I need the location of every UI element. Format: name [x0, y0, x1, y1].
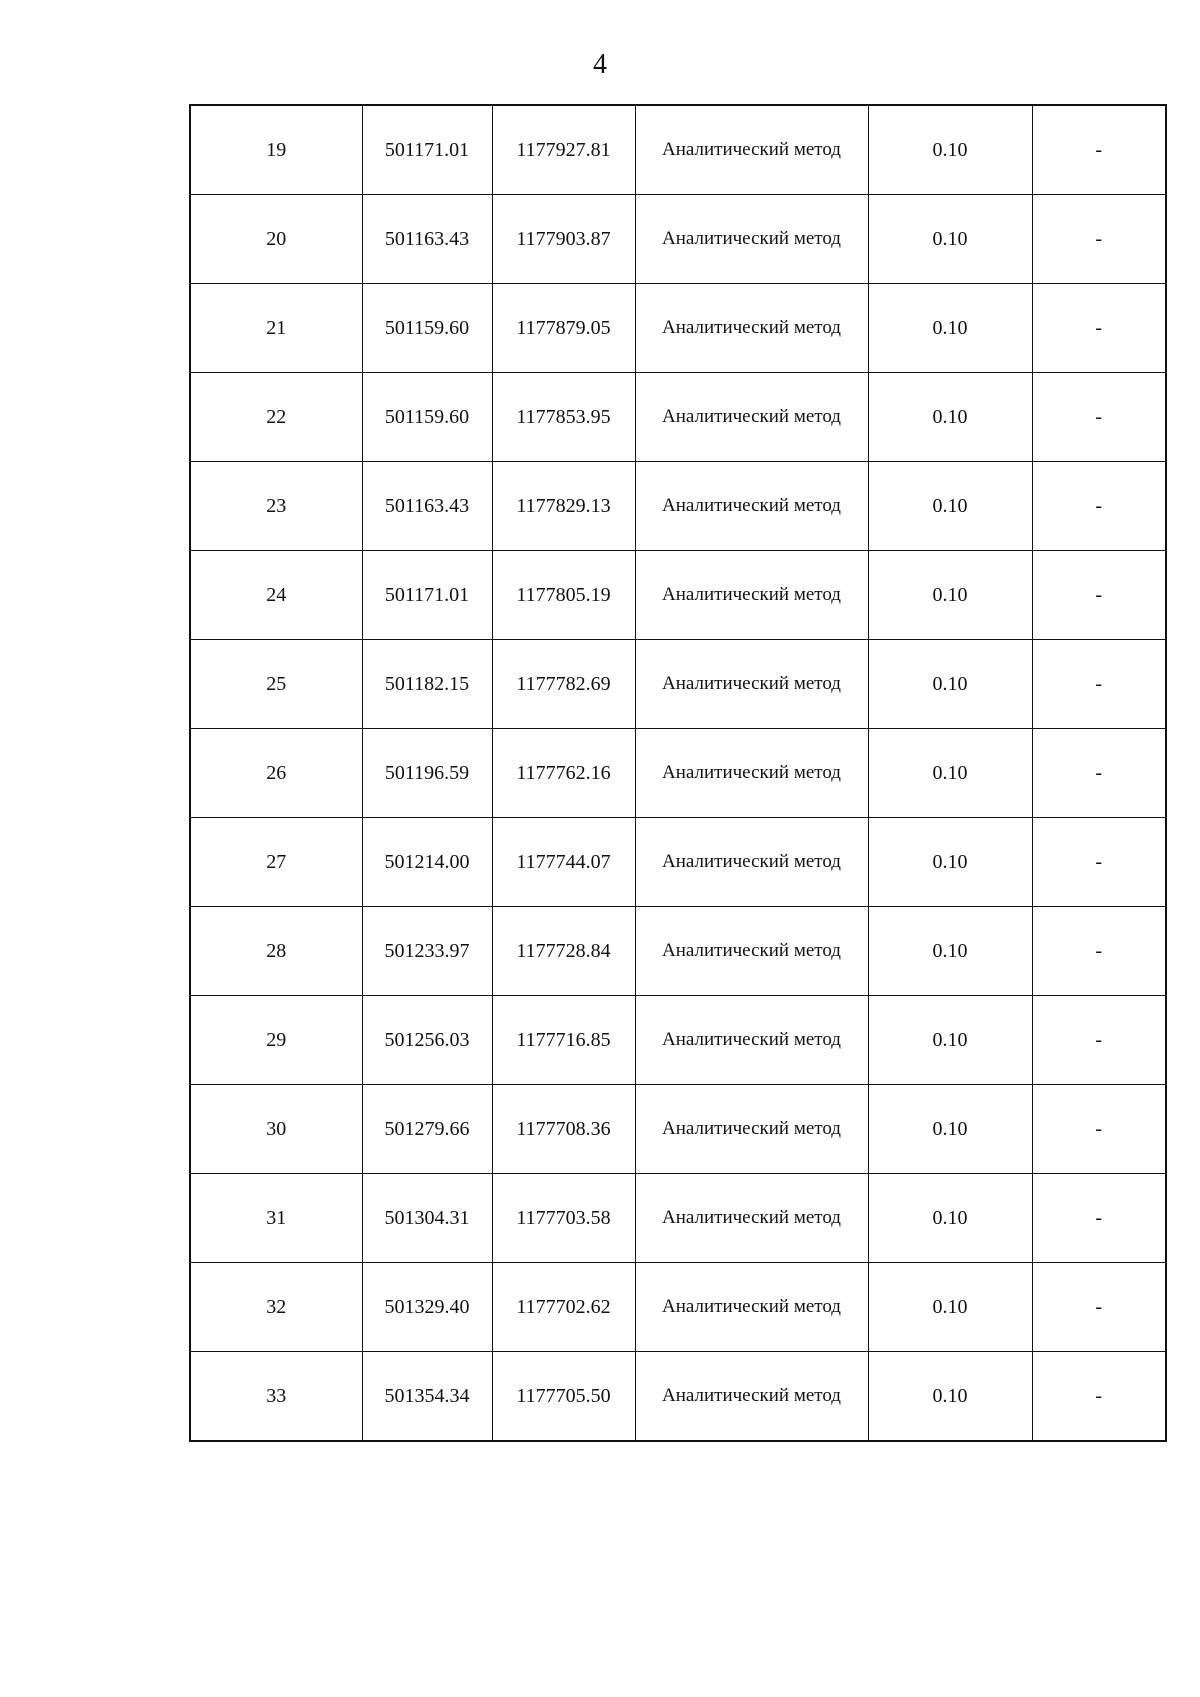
- precision-cell: 0.10: [868, 640, 1032, 729]
- x-coordinate-cell: 501163.43: [362, 462, 492, 551]
- note-cell: -: [1032, 195, 1166, 284]
- point-number-cell: 26: [190, 729, 362, 818]
- table-row: [190, 996, 1166, 1085]
- point-number-cell: 27: [190, 818, 362, 907]
- note-cell: -: [1032, 373, 1166, 462]
- table-row: [190, 284, 1166, 373]
- precision-cell: 0.10: [868, 996, 1032, 1085]
- point-number-cell: 31: [190, 1174, 362, 1263]
- precision-cell: 0.10: [868, 818, 1032, 907]
- point-number-cell: 19: [190, 105, 362, 195]
- method-cell: Аналитический метод: [635, 105, 868, 195]
- x-coordinate-cell: 501159.60: [362, 284, 492, 373]
- x-coordinate-cell: 501171.01: [362, 551, 492, 640]
- method-cell: Аналитический метод: [635, 1085, 868, 1174]
- note-cell: -: [1032, 105, 1166, 195]
- note-cell: -: [1032, 551, 1166, 640]
- note-cell: -: [1032, 907, 1166, 996]
- precision-cell: 0.10: [868, 195, 1032, 284]
- point-number-cell: 25: [190, 640, 362, 729]
- precision-cell: 0.10: [868, 284, 1032, 373]
- point-number-cell: 28: [190, 907, 362, 996]
- point-number-cell: 30: [190, 1085, 362, 1174]
- table-row: [190, 729, 1166, 818]
- method-cell: Аналитический метод: [635, 1263, 868, 1352]
- y-coordinate-cell: 1177703.58: [492, 1174, 635, 1263]
- method-cell: Аналитический метод: [635, 1352, 868, 1442]
- x-coordinate-cell: 501279.66: [362, 1085, 492, 1174]
- y-coordinate-cell: 1177708.36: [492, 1085, 635, 1174]
- precision-cell: 0.10: [868, 1352, 1032, 1442]
- note-cell: -: [1032, 1174, 1166, 1263]
- y-coordinate-cell: 1177805.19: [492, 551, 635, 640]
- x-coordinate-cell: 501182.15: [362, 640, 492, 729]
- table-body: [190, 105, 1166, 1441]
- y-coordinate-cell: 1177853.95: [492, 373, 635, 462]
- point-number-cell: 24: [190, 551, 362, 640]
- method-cell: Аналитический метод: [635, 1174, 868, 1263]
- y-coordinate-cell: 1177744.07: [492, 818, 635, 907]
- table-row: [190, 462, 1166, 551]
- x-coordinate-cell: 501256.03: [362, 996, 492, 1085]
- method-cell: Аналитический метод: [635, 640, 868, 729]
- table-row: [190, 551, 1166, 640]
- y-coordinate-cell: 1177716.85: [492, 996, 635, 1085]
- point-number-cell: 21: [190, 284, 362, 373]
- y-coordinate-cell: 1177829.13: [492, 462, 635, 551]
- y-coordinate-cell: 1177728.84: [492, 907, 635, 996]
- method-cell: Аналитический метод: [635, 462, 868, 551]
- table-row: [190, 907, 1166, 996]
- note-cell: -: [1032, 729, 1166, 818]
- note-cell: -: [1032, 1085, 1166, 1174]
- note-cell: -: [1032, 284, 1166, 373]
- note-cell: -: [1032, 1263, 1166, 1352]
- y-coordinate-cell: 1177762.16: [492, 729, 635, 818]
- y-coordinate-cell: 1177879.05: [492, 284, 635, 373]
- point-number-cell: 20: [190, 195, 362, 284]
- y-coordinate-cell: 1177782.69: [492, 640, 635, 729]
- precision-cell: 0.10: [868, 1085, 1032, 1174]
- note-cell: -: [1032, 1352, 1166, 1442]
- precision-cell: 0.10: [868, 373, 1032, 462]
- table-row: [190, 105, 1166, 195]
- precision-cell: 0.10: [868, 105, 1032, 195]
- precision-cell: 0.10: [868, 729, 1032, 818]
- x-coordinate-cell: 501163.43: [362, 195, 492, 284]
- x-coordinate-cell: 501159.60: [362, 373, 492, 462]
- method-cell: Аналитический метод: [635, 284, 868, 373]
- table-row: [190, 1174, 1166, 1263]
- table-row: [190, 373, 1166, 462]
- x-coordinate-cell: 501329.40: [362, 1263, 492, 1352]
- x-coordinate-cell: 501196.59: [362, 729, 492, 818]
- table-row: [190, 640, 1166, 729]
- point-number-cell: 22: [190, 373, 362, 462]
- x-coordinate-cell: 501233.97: [362, 907, 492, 996]
- precision-cell: 0.10: [868, 907, 1032, 996]
- coordinates-table: [189, 104, 1167, 1442]
- note-cell: -: [1032, 996, 1166, 1085]
- x-coordinate-cell: 501214.00: [362, 818, 492, 907]
- y-coordinate-cell: 1177702.62: [492, 1263, 635, 1352]
- y-coordinate-cell: 1177927.81: [492, 105, 635, 195]
- precision-cell: 0.10: [868, 462, 1032, 551]
- page-number: 4: [593, 49, 607, 80]
- x-coordinate-cell: 501171.01: [362, 105, 492, 195]
- method-cell: Аналитический метод: [635, 551, 868, 640]
- precision-cell: 0.10: [868, 1174, 1032, 1263]
- point-number-cell: 33: [190, 1352, 362, 1442]
- note-cell: -: [1032, 462, 1166, 551]
- method-cell: Аналитический метод: [635, 373, 868, 462]
- method-cell: Аналитический метод: [635, 818, 868, 907]
- table-row: [190, 818, 1166, 907]
- method-cell: Аналитический метод: [635, 996, 868, 1085]
- table-row: [190, 1352, 1166, 1442]
- y-coordinate-cell: 1177705.50: [492, 1352, 635, 1442]
- x-coordinate-cell: 501354.34: [362, 1352, 492, 1442]
- point-number-cell: 32: [190, 1263, 362, 1352]
- note-cell: -: [1032, 640, 1166, 729]
- x-coordinate-cell: 501304.31: [362, 1174, 492, 1263]
- precision-cell: 0.10: [868, 1263, 1032, 1352]
- y-coordinate-cell: 1177903.87: [492, 195, 635, 284]
- table-row: [190, 195, 1166, 284]
- method-cell: Аналитический метод: [635, 195, 868, 284]
- method-cell: Аналитический метод: [635, 729, 868, 818]
- point-number-cell: 29: [190, 996, 362, 1085]
- precision-cell: 0.10: [868, 551, 1032, 640]
- table-row: [190, 1263, 1166, 1352]
- point-number-cell: 23: [190, 462, 362, 551]
- method-cell: Аналитический метод: [635, 907, 868, 996]
- table-row: [190, 1085, 1166, 1174]
- note-cell: -: [1032, 818, 1166, 907]
